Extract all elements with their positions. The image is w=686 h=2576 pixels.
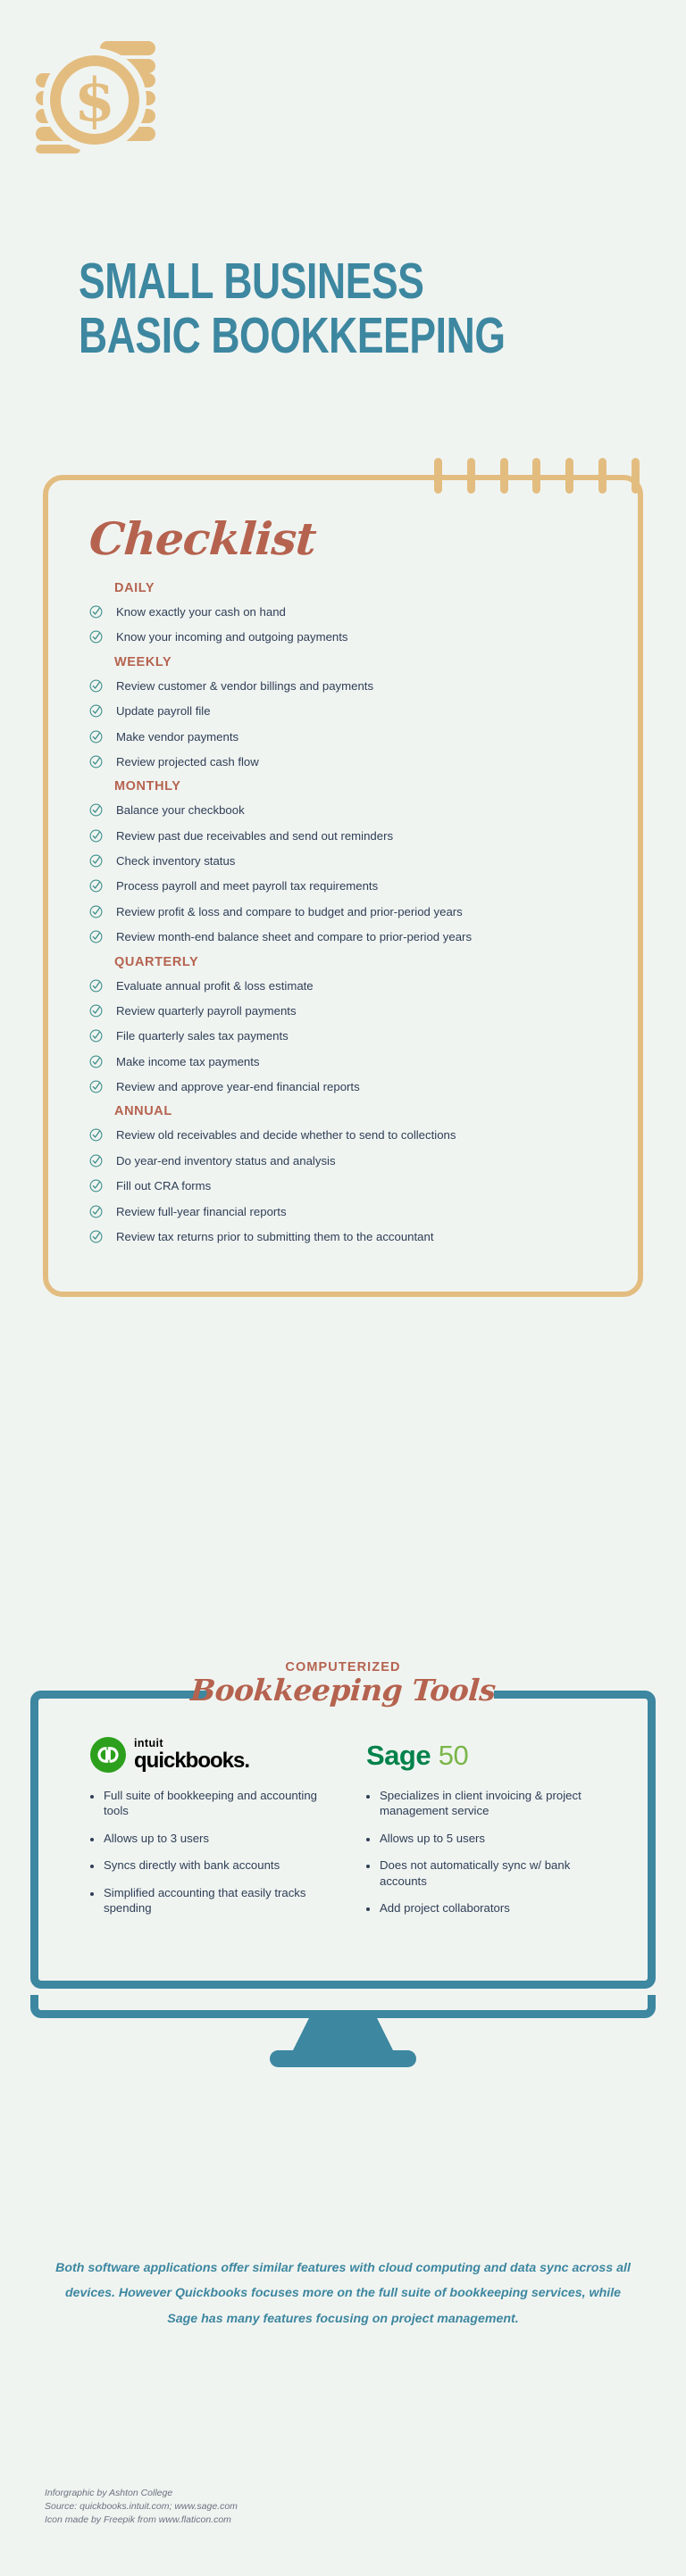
- bullet-label: Simplified accounting that easily tracks spending: [104, 1885, 306, 1915]
- title-line-2: BASIC BOOKKEEPING: [79, 306, 506, 364]
- checklist-item-label: Review full-year financial reports: [116, 1204, 287, 1218]
- check-circle-icon: [89, 730, 103, 744]
- header: [0, 0, 686, 446]
- checklist-item[interactable]: [88, 1176, 602, 1195]
- checklist-item[interactable]: [88, 927, 602, 946]
- checklist-section-heading: WEEKLY: [114, 654, 172, 669]
- checklist-item[interactable]: [88, 877, 602, 895]
- bullet-dot-icon: [90, 1865, 94, 1868]
- check-circle-icon: [89, 829, 103, 843]
- bullet-dot-icon: [366, 1795, 370, 1799]
- check-circle-icon: [89, 605, 103, 619]
- checklist-card: [43, 475, 643, 1297]
- check-circle-icon: [89, 1179, 103, 1192]
- bullet-dot-icon: [366, 1838, 370, 1841]
- checklist-item[interactable]: [88, 1026, 602, 1045]
- checklist-title: Checklist: [88, 512, 318, 565]
- bullet-dot-icon: [366, 1865, 370, 1868]
- checklist-item[interactable]: [88, 852, 602, 870]
- check-circle-icon: [89, 1004, 103, 1018]
- quickbooks-logo: [90, 1737, 249, 1773]
- monitor-illustration: [30, 1691, 656, 2067]
- checklist-section-heading: ANNUAL: [114, 1104, 172, 1119]
- sage-brand-label: Sage: [366, 1739, 431, 1771]
- bullet-label: Syncs directly with bank accounts: [104, 1858, 280, 1873]
- sage-feature-item: [366, 1900, 617, 1915]
- checklist-item-label: Review customer & vendor billings and payments: [116, 678, 374, 693]
- bookkeeping-tools-section: [0, 1660, 686, 2067]
- checklist-item-label: Know exactly your cash on hand: [116, 605, 286, 619]
- sage-column: [343, 1722, 626, 1981]
- checklist-section: [43, 475, 643, 1297]
- check-circle-icon: [89, 979, 103, 993]
- footer-attribution: [45, 2487, 238, 2527]
- check-circle-icon: [89, 704, 103, 718]
- quickbooks-intuit-label: intuit: [134, 1737, 163, 1750]
- checklist-item-label: Make income tax payments: [116, 1054, 260, 1068]
- bullet-dot-icon: [90, 1838, 94, 1841]
- sage-feature-item: [366, 1857, 617, 1889]
- check-circle-icon: [89, 1029, 103, 1043]
- summary-text: Both software applications offer similar features with cloud computing and data sync across all devices. However Quickbooks focuses more on the full suite of bookkeeping services, while Sage has many features focusing on project management.: [55, 2261, 631, 2326]
- checklist-item-label: Evaluate annual profit & loss estimate: [116, 978, 314, 993]
- title-line-1: SMALL BUSINESS: [79, 253, 424, 310]
- checklist-item[interactable]: [88, 702, 602, 720]
- monitor-neck: [293, 2018, 393, 2050]
- bullet-label: Specializes in client invoicing & project management service: [380, 1789, 581, 1818]
- check-circle-icon: [89, 1128, 103, 1142]
- check-circle-icon: [89, 1205, 103, 1218]
- notepad-rings-icon: [434, 458, 640, 494]
- monitor-screen: [30, 1691, 656, 1989]
- footer-line-1: Inforgraphic by Ashton College: [45, 2488, 173, 2498]
- check-circle-icon: [89, 630, 103, 644]
- checklist-item[interactable]: [88, 1052, 602, 1071]
- check-circle-icon: [89, 755, 103, 769]
- coin-stack-dollar-icon: [23, 29, 166, 154]
- checklist-item-label: Process payroll and meet payroll tax requirements: [116, 879, 379, 893]
- checklist-item[interactable]: [88, 801, 602, 819]
- checklist-item[interactable]: [88, 976, 602, 995]
- tools-eyebrow: COMPUTERIZED: [285, 1660, 401, 1674]
- checklist-item-label: Review quarterly payroll payments: [116, 1003, 297, 1018]
- checklist-item[interactable]: [88, 752, 602, 771]
- checklist-item-label: Do year-end inventory status and analysis: [116, 1153, 336, 1168]
- checklist-item-label: Review month-end balance sheet and compare to prior-period years: [116, 930, 473, 944]
- sage-feature-item: [366, 1788, 617, 1819]
- page-title: [79, 253, 668, 364]
- checklist-item-label: Review past due receivables and send out reminders: [116, 828, 394, 843]
- monitor-bezel-bar: [30, 1995, 656, 2018]
- tools-title: Bookkeeping Tools: [189, 1673, 497, 1708]
- checklist-item-label: Review and approve year-end financial reports: [116, 1080, 360, 1093]
- check-circle-icon: [89, 1154, 103, 1168]
- quickbooks-feature-item: [90, 1885, 330, 1916]
- checklist-item[interactable]: [88, 902, 602, 921]
- check-circle-icon: [89, 879, 103, 893]
- checklist-item-label: Update payroll file: [116, 704, 211, 719]
- check-circle-icon: [89, 1080, 103, 1093]
- svg-text:$: $: [74, 65, 115, 135]
- checklist-item-label: Balance your checkbook: [116, 803, 245, 818]
- bullet-label: Add project collaborators: [380, 1901, 510, 1915]
- checklist-item-label: Make vendor payments: [116, 729, 239, 744]
- checklist-item[interactable]: [88, 1202, 602, 1221]
- bullet-label: Does not automatically sync w/ bank accounts: [380, 1858, 571, 1888]
- bullet-label: Full suite of bookkeeping and accounting tools: [104, 1789, 318, 1818]
- checklist-section-heading: MONTHLY: [114, 779, 181, 794]
- quickbooks-qb-icon: [90, 1737, 126, 1773]
- checklist-item-label: Review profit & loss and compare to budget and prior-period years: [116, 904, 463, 918]
- check-circle-icon: [89, 905, 103, 918]
- checklist-item[interactable]: [88, 1126, 602, 1144]
- checklist-item-label: Review projected cash flow: [116, 754, 259, 769]
- checklist-item[interactable]: [88, 1077, 602, 1096]
- quickbooks-brand-label: quickbooks.: [134, 1748, 250, 1773]
- checklist-item[interactable]: [88, 1001, 602, 1020]
- footer-line-2: Source: quickbooks.intuit.com; www.sage.com: [45, 2500, 238, 2512]
- bullet-dot-icon: [366, 1907, 370, 1911]
- checklist-item-label: Fill out CRA forms: [116, 1179, 212, 1193]
- checklist-item-label: File quarterly sales tax payments: [116, 1029, 289, 1043]
- bullet-label: Allows up to 5 users: [380, 1831, 486, 1845]
- check-circle-icon: [89, 1055, 103, 1068]
- checklist-item[interactable]: [88, 602, 602, 621]
- checklist-section-heading: DAILY: [114, 581, 155, 595]
- check-circle-icon: [89, 679, 103, 693]
- check-circle-icon: [89, 803, 103, 817]
- checklist-item-label: Review tax returns prior to submitting them to the accountant: [116, 1229, 434, 1243]
- bullet-dot-icon: [90, 1795, 94, 1799]
- bullet-label: Allows up to 3 users: [104, 1831, 210, 1845]
- sage-logo: [366, 1741, 468, 1769]
- check-circle-icon: [89, 854, 103, 868]
- checklist-item[interactable]: [88, 677, 602, 695]
- check-circle-icon: [89, 1230, 103, 1243]
- footer-line-3: Icon made by Freepik from www.flaticon.com: [45, 2514, 231, 2525]
- quickbooks-column: [60, 1722, 343, 1981]
- quickbooks-feature-item: [90, 1788, 330, 1819]
- checklist-item-label: Check inventory status: [116, 854, 236, 868]
- checklist-item[interactable]: [88, 727, 602, 746]
- checklist-item[interactable]: [88, 1151, 602, 1170]
- checklist-item[interactable]: [88, 627, 602, 646]
- bullet-dot-icon: [90, 1892, 94, 1896]
- checklist-item[interactable]: [88, 1227, 602, 1246]
- quickbooks-feature-item: [90, 1857, 330, 1873]
- monitor-base: [270, 2050, 416, 2067]
- checklist-item-label: Review old receivables and decide whether to send to collections: [116, 1128, 456, 1143]
- checklist-item-label: Know your incoming and outgoing payments: [116, 630, 348, 644]
- checklist-item[interactable]: [88, 827, 602, 845]
- sage-feature-item: [366, 1831, 617, 1846]
- sage-number-label: 50: [438, 1739, 469, 1771]
- check-circle-icon: [89, 930, 103, 943]
- quickbooks-feature-item: [90, 1831, 330, 1846]
- checklist-section-heading: QUARTERLY: [114, 954, 199, 969]
